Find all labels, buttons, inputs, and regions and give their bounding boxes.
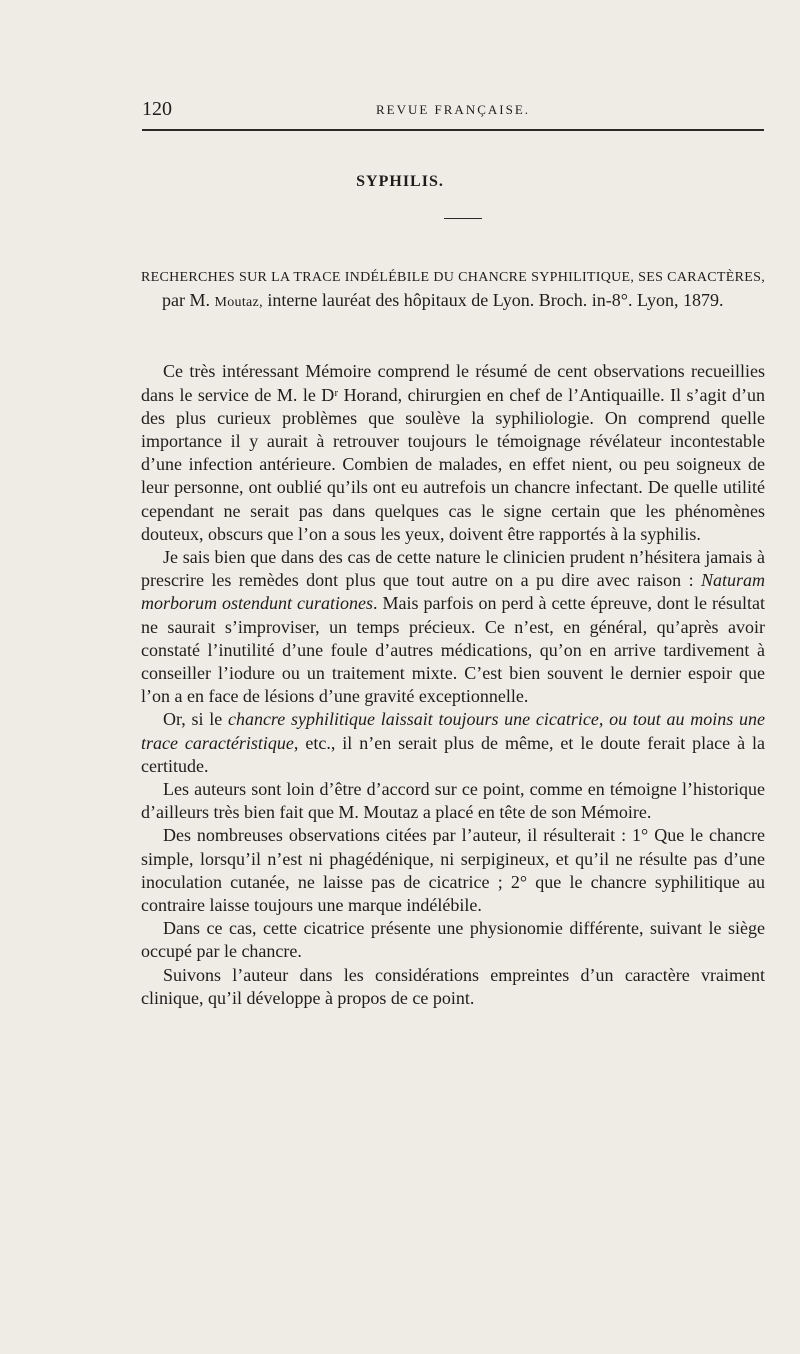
page-number: 120 (142, 98, 172, 120)
bibliographic-entry (141, 264, 765, 314)
page-header (142, 98, 764, 122)
paragraph-2-before: Je sais bien que dans des cas de cette nature le clinicien prudent n’hésitera jamais à prescrire les remèdes dont plus que tout autre on a pu dire avec raison : (141, 547, 765, 591)
header-rule (142, 129, 764, 131)
paragraph-3-italic: chancre syphilitique laissait toujours une cicatrice, ou tout au moins une trace caractéristique (141, 709, 765, 753)
section-heading: SYPHILIS. (356, 173, 444, 190)
spacer (141, 314, 765, 360)
by-text: par M. (162, 290, 210, 311)
paragraph-2-latin-quote: Naturam morborum ostendunt curationes (141, 570, 765, 614)
paragraph-3-after: , etc., il n’en serait plus de même, et le doute ferait place à la certitude. (141, 732, 766, 776)
publication-details: interne lauréat des hôpitaux de Lyon. Broch. in-8°. Lyon, 1879. (267, 290, 724, 311)
paragraph-4: Les auteurs sont loin d’être d’accord sur ce point, comme en témoigne l’historique d’ailleurs très bien fait que M. Moutaz a placé en tête de son Mémoire. (141, 779, 765, 823)
paragraph-2-after: . Mais parfois on perd à cette épreuve, dont le résultat ne saurait s’improviser, un temps précieux. Ce n’est, en général, qu’après avoir constaté l’inutilité d’une foule d’autres médications, qu’on en arrive tardivement à conseiller l’iodure ou un traitement mixte. C’est bien souvent le dernier espoir que l’on a en face de lésions d’une gravité exceptionnelle. (141, 593, 766, 707)
paragraph-5: Des nombreuses observations citées par l’auteur, il résulterait : 1° Que le chancre simple, lorsqu’il n’est ni phagédénique, ni serpigineux, et qu’il ne résulte pas d’une inoculation cutanée, ne laisse pas de cicatrice ; 2° que le chancre syphilitique au contraire laisse toujours une marque indélébile. (141, 825, 765, 916)
running-title: REVUE FRANÇAISE. (375, 102, 531, 117)
paragraph-2 (141, 546, 765, 708)
paragraph-3 (141, 708, 765, 778)
paragraph-1: Ce très intéressant Mémoire comprend le résumé de cent observations recueillies dans le service de M. le Dʳ Horand, chirurgien en chef de l’Antiquaille. Il s’agit d’un des plus curieux problèmes que soulève la syphiliologie. On comprend quelle importance il y aurait à retrouver toujours le témoignage révélateur incontestable d’une infection antérieure. Combien de malades, en effet nient, ou peu soigneux de leur personne, ont oublié qu’ils ont eu autrefois un chancre infectant. De quelle utilité cependant ne serait pas dans quelques cas le signe certain que les phénomènes douteux, obscurs que l’on a sous les yeux, doivent être rapportés à la syphilis. (141, 361, 765, 544)
author-name: Moutaz, (214, 295, 263, 311)
article-body (141, 264, 765, 1010)
book-title: RECHERCHES SUR LA TRACE INDÉLÉBILE DU CHANCRE SYPHILITIQUE, SES CARACTÈRES, (141, 270, 765, 285)
paragraph-7: Suivons l’auteur dans les considérations empreintes d’un caractère vraiment clinique, qu’il développe à propos de ce point. (141, 964, 765, 1008)
section-divider (444, 218, 482, 219)
paragraph-6: Dans ce cas, cette cicatrice présente une physionomie différente, suivant le siège occupé par le chancre. (141, 918, 765, 962)
paragraph-3-before: Or, si le (163, 709, 228, 730)
